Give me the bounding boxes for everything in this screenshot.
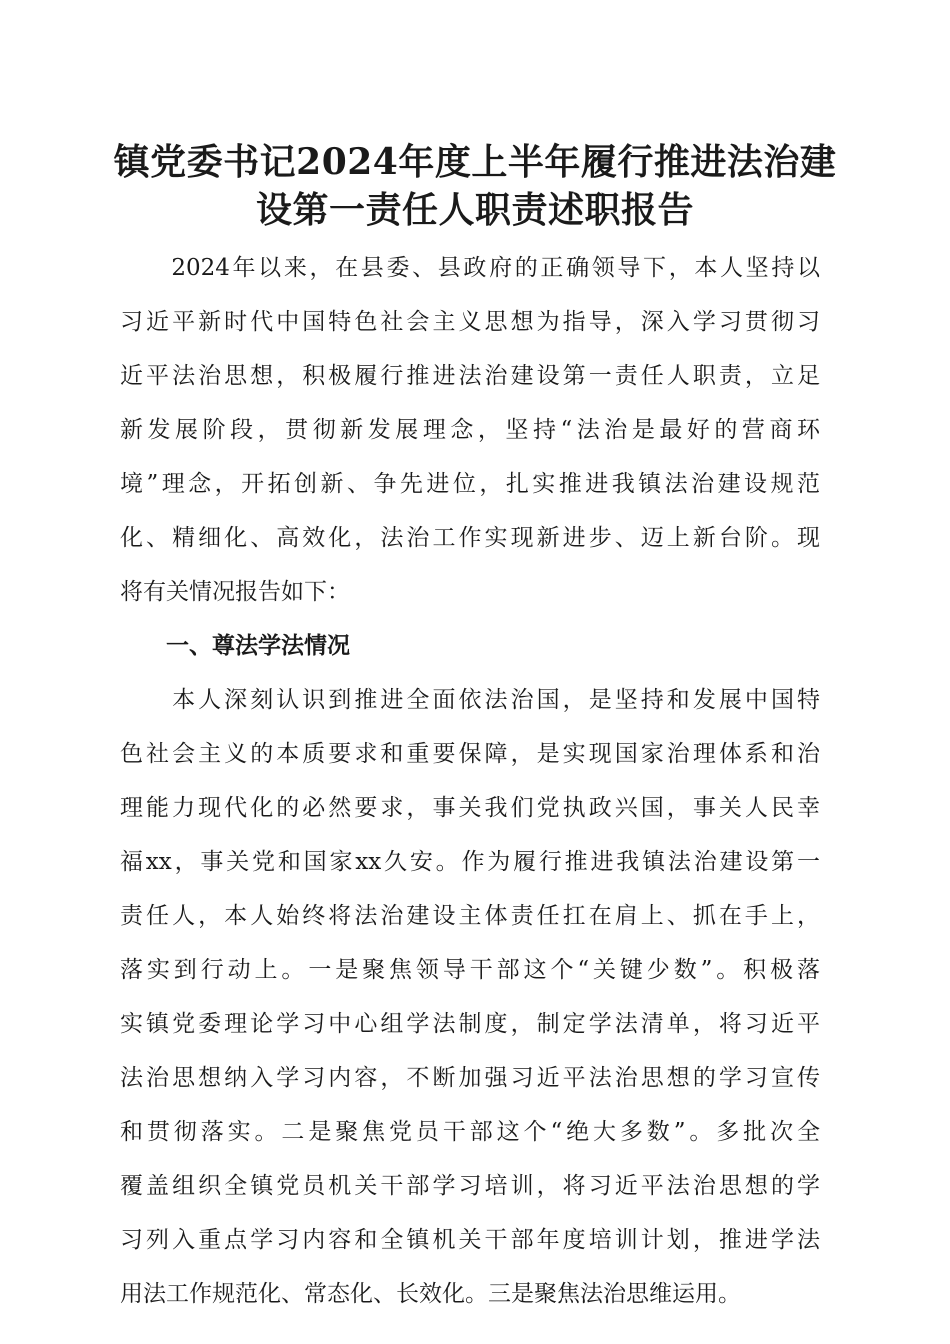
body-line: 新发展阶段，贯彻新发展理念，坚持“法治是最好的营商环 — [120, 417, 820, 443]
body-line: 化、精细化、高效化，法治工作实现新进步、迈上新台阶。现 — [120, 525, 820, 551]
body-line: 用法工作规范化、常态化、长效化。三是聚焦法治思维运用。 — [120, 1281, 741, 1307]
body-line: 理能力现代化的必然要求，事关我们党执政兴国，事关人民幸 — [120, 795, 820, 821]
body-line: 2024年以来，在县委、县政府的正确领导下，本人坚持以 — [120, 255, 820, 281]
body-line: 境”理念，开拓创新、争先进位，扎实推进我镇法治建设规范 — [120, 471, 820, 497]
section-heading: 一、尊法学法情况 — [120, 633, 350, 659]
body-line: 近平法治思想，积极履行推进法治建设第一责任人职责，立足 — [120, 363, 820, 389]
body-line: 和贯彻落实。二是聚焦党员干部这个“绝大多数”。多批次全 — [120, 1119, 820, 1145]
body-line: 福xx，事关党和国家xx久安。作为履行推进我镇法治建设第一 — [120, 849, 820, 875]
document-title-line-1: 镇党委书记2024年度上半年履行推进法治建 — [113, 141, 837, 183]
body-line: 覆盖组织全镇党员机关干部学习培训，将习近平法治思想的学 — [120, 1173, 820, 1199]
body-line: 习近平新时代中国特色社会主义思想为指导，深入学习贯彻习 — [120, 309, 820, 335]
body-line: 实镇党委理论学习中心组学法制度，制定学法清单，将习近平 — [120, 1011, 820, 1037]
body-line: 落实到行动上。一是聚焦领导干部这个“关键少数”。积极落 — [120, 957, 820, 983]
document-title-line-2: 设第一责任人职责述职报告 — [255, 189, 694, 231]
body-line: 法治思想纳入学习内容，不断加强习近平法治思想的学习宣传 — [120, 1065, 820, 1091]
body-line: 将有关情况报告如下： — [120, 579, 350, 605]
body-line: 习列入重点学习内容和全镇机关干部年度培训计划，推进学法 — [120, 1227, 820, 1253]
body-line: 色社会主义的本质要求和重要保障，是实现国家治理体系和治 — [120, 741, 820, 767]
body-line: 责任人，本人始终将法治建设主体责任扛在肩上、抓在手上， — [120, 903, 820, 929]
body-line: 本人深刻认识到推进全面依法治国，是坚持和发展中国特 — [120, 687, 820, 713]
